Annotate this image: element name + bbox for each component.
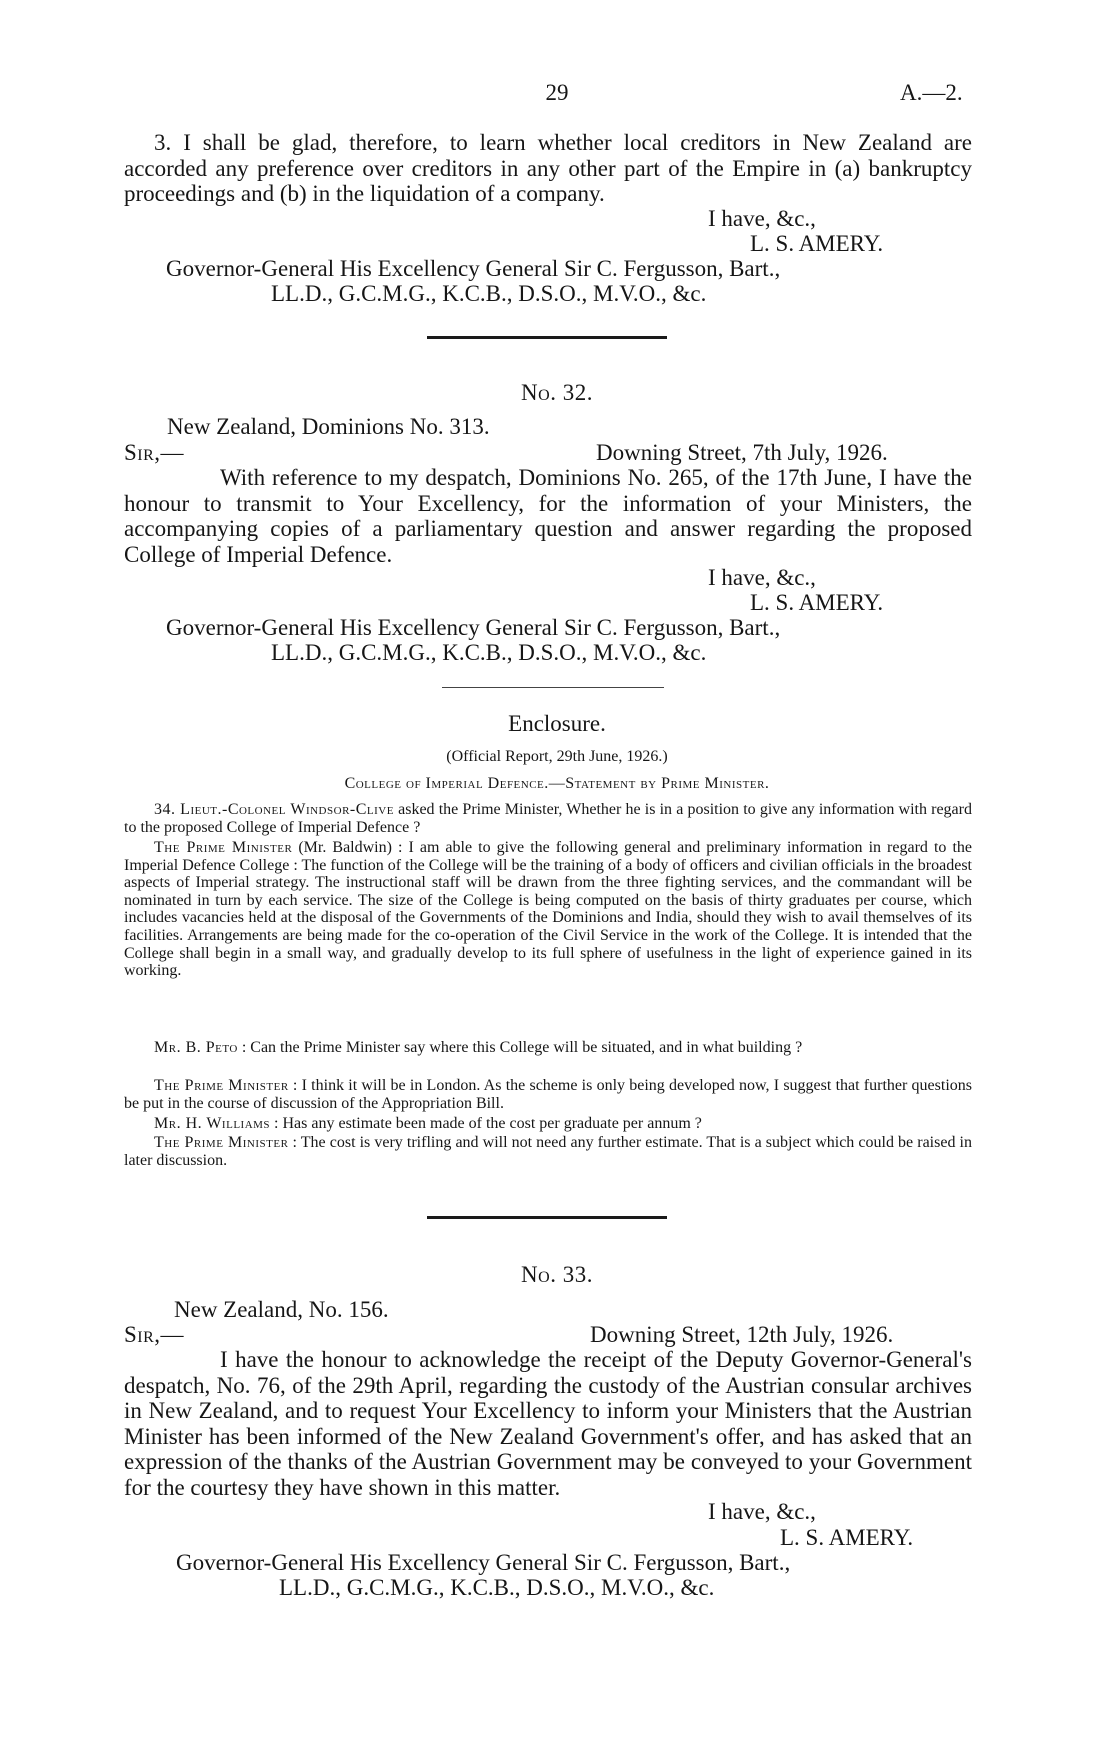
closing-have-32: I have, &c., [708, 565, 816, 590]
enclosure-title: College of Imperial Defence.—Statement by Prime Minister. [344, 775, 770, 792]
thin-divider [442, 687, 664, 688]
despatch-reference-33: New Zealand, No. 156. [174, 1297, 389, 1322]
despatch-heading-33: No. 33. [521, 1262, 593, 1287]
despatch-heading-32: No. 32. [521, 380, 593, 405]
answer-text: (Mr. Baldwin) : I am able to give the following general and preliminary information in regard to the Imperial Defence College : The function of the College will be the training of a body of officers and civilian officials in the broadest aspects of Imperial strategy. The instructional staff will be drawn from the three fighting services, and the commandant will be nominated in turn by each service. The size of the College is being computed on the basis of thirty graduates per course, which includes vacancies held at the disposal of the Governments of the Dominions and India, should they wish to avail themselves of its facilities. Arrangements are being made for the co-operation of the Civil Service in the work of the College. It is intended that the College shall begin in a small way, and gradually develop to its full sphere of usefulness in the light of experience gained in its working. [124, 839, 972, 980]
page-number: 29 [545, 80, 569, 105]
place-date-33: Downing Street, 12th July, 1926. [590, 1322, 894, 1347]
exchange-answer-prime-minister [124, 839, 972, 980]
addressee-line-1-32: Governor-General His Excellency General Sir C. Fergusson, Bart., [166, 615, 781, 640]
addressee-line-2-33: LL.D., G.C.M.G., K.C.B., D.S.O., M.V.O., &c. [279, 1575, 715, 1600]
addressee-line-1: Governor-General His Excellency General Sir C. Fergusson, Bart., [166, 256, 781, 281]
enclosure-heading: Enclosure. [508, 711, 606, 736]
enclosure-source: (Official Report, 29th June, 1926.) [446, 748, 668, 765]
addressee-line-2: LL.D., G.C.M.G., K.C.B., D.S.O., M.V.O., &c. [271, 281, 707, 306]
signature-amery: L. S. AMERY. [750, 231, 884, 256]
despatch-body-33: I have the honour to acknowledge the receipt of the Deputy Governor-General's despatch, No. 76, of the 29th April, regarding the custody of the Austrian consular archives in New Zealand, and to request Your Excellency to inform your Ministers that the Austrian Minister has been informed of the New Zealand Government's offer, and has asked that an expression of the thanks of the Austrian Government may be conveyed to your Government for the courtesy they have shown in this matter. [124, 1347, 972, 1500]
section-divider [427, 336, 667, 339]
speaker-williams: Mr. H. Williams [154, 1115, 271, 1132]
document-reference: A.—2. [900, 80, 963, 105]
exchange-question-peto [124, 1039, 972, 1057]
place-date-32: Downing Street, 7th July, 1926. [596, 440, 888, 465]
signature-amery-32: L. S. AMERY. [750, 590, 884, 615]
addressee-line-2-32: LL.D., G.C.M.G., K.C.B., D.S.O., M.V.O., &c. [271, 640, 707, 665]
question-text: asked the Prime Minister, Whether he is in a position to give any information with regard to the proposed College of Imperial Defence ? [124, 801, 972, 836]
closing-have: I have, &c., [708, 206, 816, 231]
speaker-prime-minister-3: The Prime Minister [154, 1134, 289, 1151]
exchange-question-williams [124, 1115, 972, 1133]
exchange-answer-prime-minister-3 [124, 1134, 972, 1169]
salutation-33: Sir,— [124, 1322, 185, 1347]
section-divider-2 [427, 1216, 667, 1219]
speaker-prime-minister-2: The Prime Minister [154, 1077, 289, 1094]
question-text-peto: : Can the Prime Minister say where this College will be situated, and in what building ? [237, 1039, 803, 1056]
question-text-williams: : Has any estimate been made of the cost per graduate per annum ? [270, 1115, 702, 1132]
exchange-answer-prime-minister-2 [124, 1077, 972, 1112]
speaker-peto: Mr. B. Peto [154, 1039, 238, 1056]
signature-amery-33: L. S. AMERY. [780, 1525, 914, 1550]
salutation-32: Sir,— [124, 440, 185, 465]
despatch-reference-32: New Zealand, Dominions No. 313. [167, 414, 490, 439]
answer-text-2: : I think it will be in London. As the scheme is only being developed now, I suggest that further questions be put in the course of discussion of the Appropriation Bill. [124, 1077, 972, 1112]
closing-have-33: I have, &c., [708, 1499, 816, 1524]
addressee-line-1-33: Governor-General His Excellency General Sir C. Fergusson, Bart., [176, 1550, 791, 1575]
exchange-question-windsor-clive [124, 801, 972, 836]
speaker-windsor-clive: 34. Lieut.-Colonel Windsor-Clive [154, 801, 394, 818]
despatch-body-32: With reference to my despatch, Dominions No. 265, of the 17th June, I have the honour to transmit to Your Excellency, for the information of your Ministers, the accompanying copies of a parliamentary question and answer regarding the proposed College of Imperial Defence. [124, 465, 972, 567]
answer-text-3: : The cost is very trifling and will not need any further estimate. That is a subject which could be raised in later discussion. [124, 1134, 972, 1169]
paragraph-3: 3. I shall be glad, therefore, to learn whether local creditors in New Zealand are accorded any preference over creditors in any other part of the Empire in (a) bankruptcy proceedings and (b) in the liquidation of a company. [124, 130, 972, 206]
speaker-prime-minister: The Prime Minister [154, 839, 293, 856]
